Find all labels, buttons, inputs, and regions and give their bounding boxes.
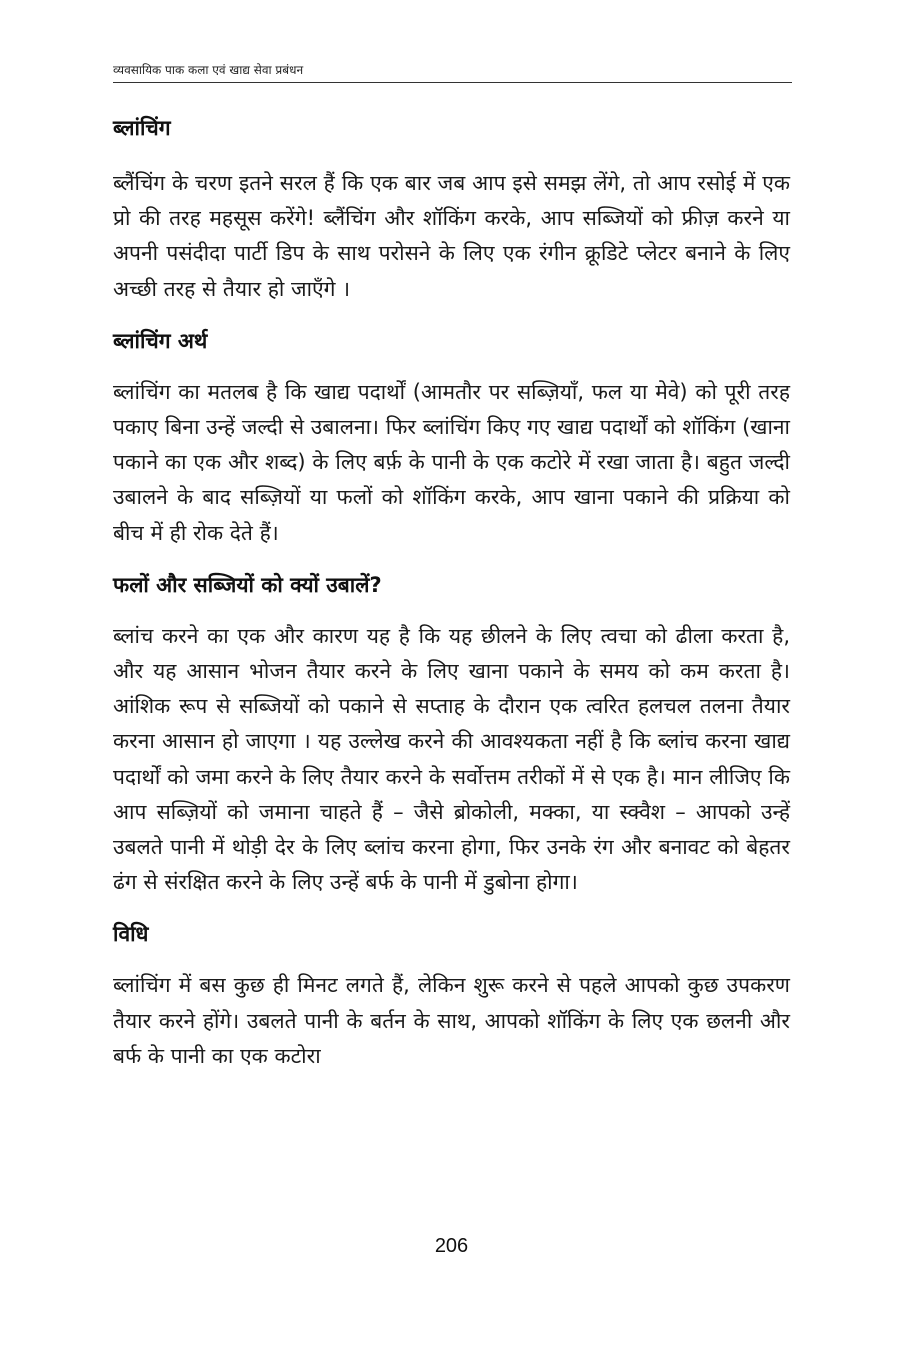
section-heading-blanching: ब्लांचिंग bbox=[113, 116, 171, 140]
paragraph-blanching-intro: ब्लैंचिंग के चरण इतने सरल हैं कि एक बार जब आप इसे समझ लेंगे, तो आप रसोई में एक प्रो की तरह महसूस करेंगे! ब्लैंचिंग और शॉकिंग करके, आप सब्जियों को फ्रीज़ करने या अपनी पसंदीदा पार्टी डिप के साथ परोसने के लिए एक रंगीन क्रूडिटे प्लेटर बनाने के लिए अच्छी तरह से तैयार हो जाएँगे । bbox=[113, 171, 790, 301]
book-page bbox=[113, 0, 790, 1350]
section-heading-blanching-meaning: ब्लांचिंग अर्थ bbox=[113, 328, 208, 353]
page-number: 206 bbox=[434, 1235, 469, 1257]
paragraph-why-blanch: ब्लांच करने का एक और कारण यह है कि यह छीलने के लिए त्वचा को ढीला करता है, और यह आसान भोजन तैयार करने के लिए खाना पकाने के समय को कम करता है। आंशिक रूप से सब्जियों को पकाने से सप्ताह के दौरान एक त्वरित हलचल तलना तैयार करना आसान हो जाएगा । यह उल्लेख करने की आवश्यकता नहीं है कि ब्लांच करना खाद्य पदार्थों को जमा करने के लिए तैयार करने के सर्वोत्तम तरीकों में से एक है। मान लीजिए कि आप सब्ज़ियों को जमाना चाहते हैं – जैसे ब्रोकोली, मक्का, या स्क्वैश – आपको उन्हें उबलते पानी में थोड़ी देर के लिए ब्लांच करना होगा, फिर उनके रंग और बनावट को बेहतर ढंग से संरक्षित करने के लिए उन्हें बर्फ के पानी में डुबोना होगा। bbox=[113, 623, 790, 895]
paragraph-method: ब्लांचिंग में बस कुछ ही मिनट लगते हैं, लेकिन शुरू करने से पहले आपको कुछ उपकरण तैयार करने होंगे। उबलते पानी के बर्तन के साथ, आपको शॉकिंग के लिए एक छलनी और बर्फ के पानी का एक कटोरा bbox=[113, 973, 790, 1068]
paragraph-blanching-meaning: ब्लांचिंग का मतलब है कि खाद्य पदार्थों (आमतौर पर सब्ज़ियाँ, फल या मेवे) को पूरी तरह पकाए बिना उन्हें जल्दी से उबालना। फिर ब्लांचिंग किए गए खाद्य पदार्थों को शॉकिंग (खाना पकाने का एक और शब्द) के लिए बर्फ़ के पानी के एक कटोरे में रखा जाता है। बहुत जल्दी उबालने के बाद सब्ज़ियों या फलों को शॉकिंग करके, आप खाना पकाने की प्रक्रिया को बीच में ही रोक देते हैं। bbox=[113, 379, 790, 545]
page-body bbox=[113, 110, 790, 1074]
header-rule bbox=[113, 82, 792, 83]
section-heading-method: विधि bbox=[113, 922, 149, 947]
running-header: व्यवसायिक पाक कला एवं खाद्य सेवा प्रबंधन bbox=[113, 63, 304, 77]
section-heading-why-blanch: फलों और सब्जियों को क्यों उबालें? bbox=[113, 572, 382, 597]
